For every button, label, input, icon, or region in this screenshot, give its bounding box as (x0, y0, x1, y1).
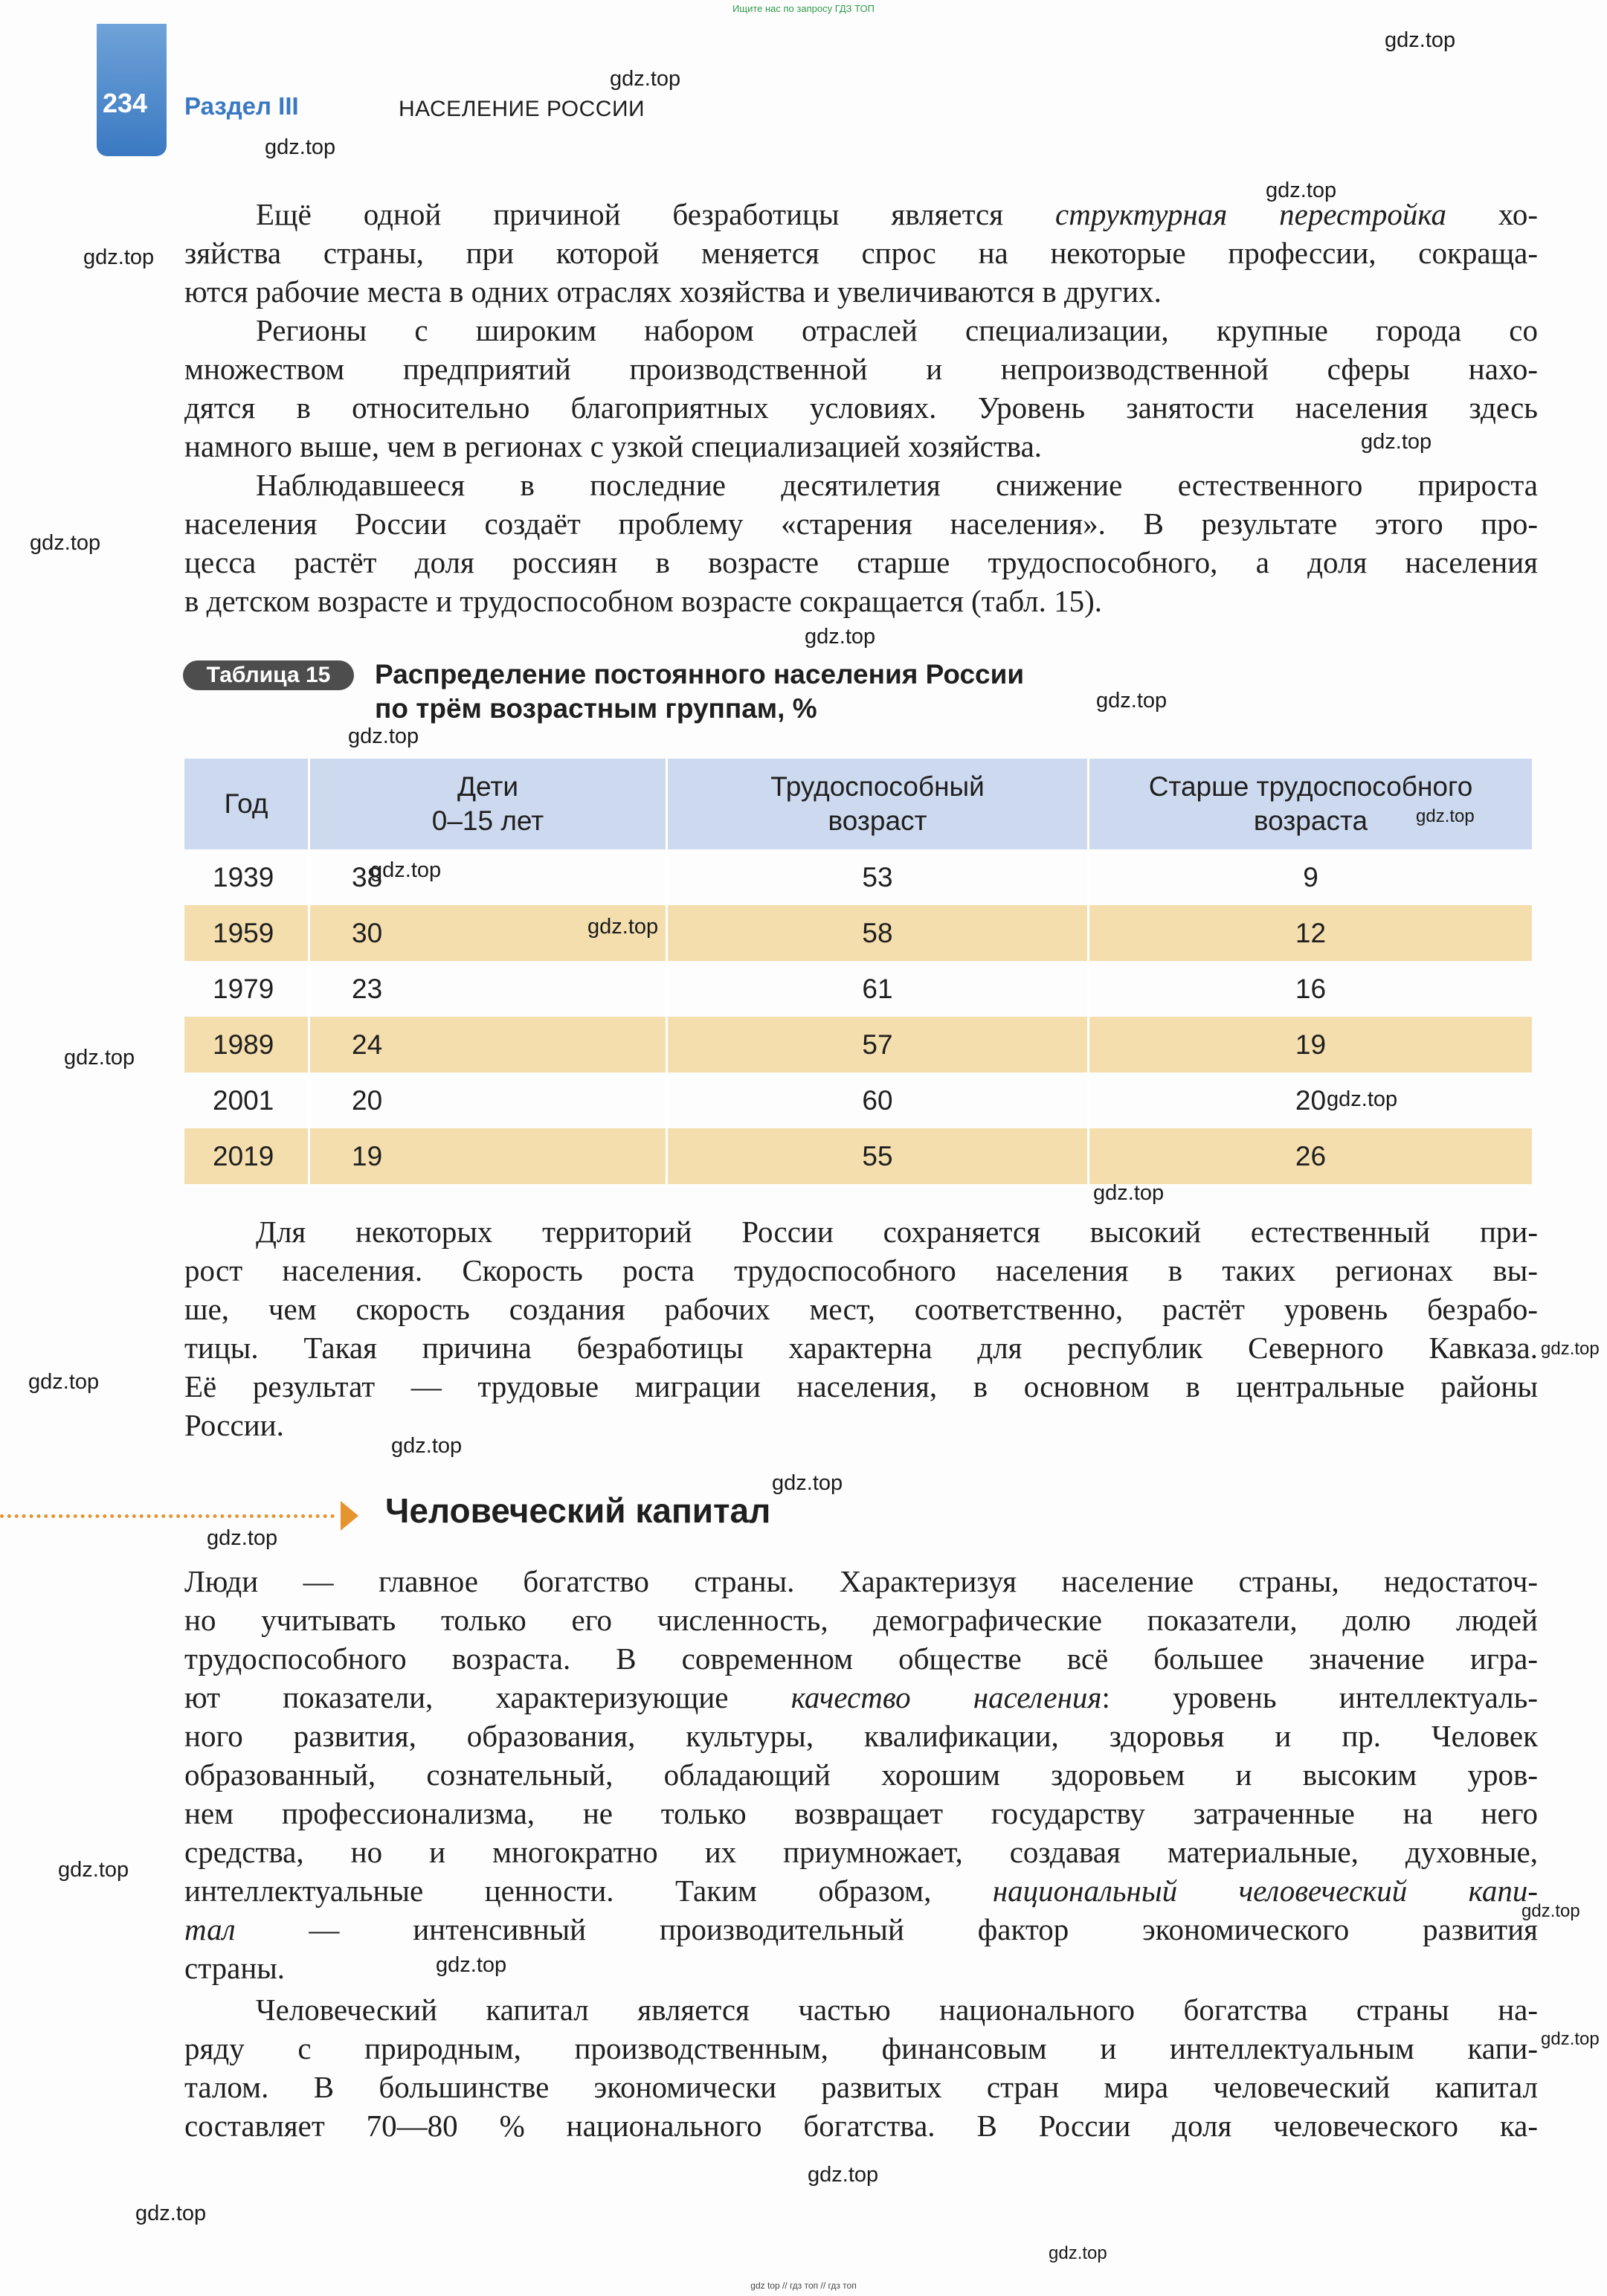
table-badge: Таблица 15 (183, 660, 354, 690)
paragraph (184, 195, 1538, 311)
section-label: Раздел III (184, 92, 299, 120)
watermark: gdz.top (1266, 179, 1337, 202)
table-row (184, 905, 1532, 961)
cell-working: 60 (667, 1073, 1089, 1128)
paragraph (184, 466, 1538, 620)
text-line: в детском возрасте и трудоспособном возрасте сокращается (табл. 15). (184, 584, 1103, 618)
cell-older: 9 (1089, 849, 1533, 905)
page-number: 234 (103, 88, 148, 118)
text-line: множеством предприятий производственной и непроизводственной сферы нахо- (184, 352, 1538, 386)
watermark: gdz.top (805, 625, 876, 649)
watermark: gdz.top (348, 724, 419, 748)
text-line: цесса растёт доля россиян в возрасте старше трудоспособного, а доля населения (184, 545, 1538, 579)
text-line: страны. (184, 1951, 286, 1985)
text-line: тицы. Такая причина безработицы характерна для республик Северного Кавказа. (184, 1331, 1538, 1365)
text-line: талом. В большинстве экономически развитых стран мира человеческий капитал (184, 2070, 1538, 2104)
watermark: gdz.top (391, 1434, 463, 1458)
watermark: gdz.top (135, 2202, 207, 2225)
watermark: gdz.top (30, 531, 101, 555)
text-line: составляет 70—80 % национального богатства. В России доля человеческого ка- (184, 2109, 1538, 2143)
watermark: gdz.top (1416, 806, 1475, 826)
text-line: но учитывать только его численность, демографические показатели, долю людей (184, 1603, 1538, 1637)
text-line: Ещё одной причиной безработицы является структурная перестройка хо- (256, 197, 1539, 231)
col-header-working: Трудоспособный возраст (667, 759, 1089, 849)
footer-note: gdz top // гдз топ // гдз топ (750, 2280, 857, 2291)
watermark: gdz.top (1521, 1901, 1580, 1921)
text-line: ряду с природным, производственным, финансовым и интеллектуальным капи- (184, 2031, 1538, 2065)
watermark: gdz.top (265, 135, 336, 159)
table-row (184, 961, 1532, 1017)
paragraph (184, 311, 1538, 466)
col-header-older: Старше трудоспособного возраста (1089, 759, 1533, 849)
cell-working: 57 (667, 1017, 1089, 1073)
table-row (184, 1128, 1532, 1184)
age-groups-table (184, 759, 1532, 1184)
text-line: рост населения. Скорость роста трудоспособного населения в таких регионах вы- (184, 1253, 1538, 1287)
emphasis: национальный человеческий капи- (992, 1874, 1538, 1908)
watermark: gdz.top (610, 67, 681, 91)
watermark: gdz.top (1093, 1181, 1165, 1205)
text-line: средства, но и многократно их приумножает, создавая материальные, духовные, (184, 1835, 1538, 1869)
text-line: интеллектуальные ценности. Таким образом, национальный человеческий капи- (184, 1874, 1538, 1908)
cell-year: 1979 (184, 961, 309, 1017)
watermark: gdz.top (1541, 1339, 1600, 1359)
cell-older: 20 (1089, 1073, 1533, 1128)
text-line: Её результат — трудовые миграции населения, в основном в центральные районы (184, 1369, 1538, 1403)
text-line: трудоспособного возраста. В современном обществе всё большее значение игра- (184, 1641, 1538, 1676)
col-header-year: Год (184, 759, 309, 849)
watermark: gdz.top (83, 245, 155, 269)
cell-children: 38 (309, 849, 667, 905)
watermark: gdz.top (64, 1046, 135, 1070)
text-line: образованный, сознательный, обладающий хорошим здоровьем и высоким уров- (184, 1758, 1538, 1792)
text-line: тал — интенсивный производительный фактор экономического развития (184, 1912, 1538, 1946)
watermark: gdz.top (1385, 28, 1456, 52)
cell-older: 16 (1089, 961, 1533, 1017)
cell-children: 30 (309, 905, 667, 961)
caption-line: Распределение постоянного населения России (375, 659, 1025, 689)
text-line: ются рабочие места в одних отраслях хозяйства и увеличиваются в других. (184, 274, 1162, 309)
text-line: населения России создаёт проблему «старения населения». В результате этого про- (184, 507, 1538, 541)
text-line: зяйства страны, при которой меняется спрос на некоторые профессии, сокраща- (184, 236, 1538, 270)
cell-children: 24 (309, 1017, 667, 1073)
emphasis: качество населения (790, 1680, 1102, 1714)
col-header-children: Дети 0–15 лет (309, 759, 667, 849)
text-line: Регионы с широким набором отраслей специализации, крупные города со (256, 313, 1538, 347)
watermark: gdz.top (1049, 2243, 1107, 2263)
watermark: gdz.top (808, 2163, 879, 2187)
watermark: gdz.top (58, 1858, 129, 1882)
text-line: Человеческий капитал является частью национального богатства страны на- (256, 1993, 1538, 2027)
watermark: gdz.top (1541, 2029, 1600, 2049)
cell-children: 19 (309, 1128, 667, 1184)
text-line: ше, чем скорость создания рабочих мест, соответственно, растёт уровень безрабо- (184, 1292, 1538, 1326)
section-heading: Человеческий капитал (385, 1491, 771, 1530)
text-line: Люди — главное богатство страны. Характеризуя население страны, недостаточ- (184, 1564, 1538, 1598)
watermark: gdz.top (1096, 689, 1168, 713)
text-line: дятся в относительно благоприятных условиях. Уровень занятости населения здесь (184, 390, 1538, 425)
cell-working: 55 (667, 1128, 1089, 1184)
table-caption (375, 657, 1024, 726)
caption-line: по трём возрастным группам, % (375, 693, 817, 724)
cell-year: 2001 (184, 1073, 309, 1128)
watermark: gdz.top (1327, 1087, 1398, 1111)
watermark: gdz.top (28, 1370, 100, 1394)
text-line: Для некоторых территорий России сохраняется высокий естественный при- (256, 1215, 1538, 1249)
cell-children: 20 (309, 1073, 667, 1128)
cell-year: 1939 (184, 849, 309, 905)
text-line: намного выше, чем в регионах с узкой специализацией хозяйства. (184, 429, 1043, 463)
watermark: gdz.top (207, 1526, 278, 1550)
emphasis: структурная перестройка (1055, 197, 1446, 231)
cell-older: 12 (1089, 905, 1533, 961)
watermark: gdz.top (370, 858, 442, 882)
table-header-row (184, 759, 1532, 849)
watermark: gdz.top (1361, 430, 1432, 454)
text-line: ют показатели, характеризующие качество населения: уровень интеллектуаль- (184, 1680, 1538, 1714)
text-line: Наблюдавшееся в последние десятилетия снижение естественного прироста (256, 468, 1538, 502)
heading-dotted-line (0, 1514, 335, 1518)
paragraph (184, 1562, 1538, 1987)
heading-arrow-icon (341, 1501, 358, 1531)
cell-older: 19 (1089, 1017, 1533, 1073)
cell-working: 61 (667, 961, 1089, 1017)
table-row (184, 1017, 1532, 1073)
text-line: России. (184, 1408, 284, 1442)
text-line: нем профессионализма, не только возвращает государству затраченные на него (184, 1796, 1538, 1830)
paragraph (184, 1990, 1538, 2145)
paragraph (184, 1212, 1538, 1444)
cell-year: 1959 (184, 905, 309, 961)
cell-year: 2019 (184, 1128, 309, 1184)
text-line: ного развития, образования, культуры, квалификации, здоровья и пр. Человек (184, 1719, 1538, 1753)
section-title: НАСЕЛЕНИЕ РОССИИ (399, 97, 645, 121)
cell-older: 26 (1089, 1128, 1533, 1184)
watermark: gdz.top (436, 1953, 507, 1977)
cell-year: 1989 (184, 1017, 309, 1073)
cell-children: 23 (309, 961, 667, 1017)
watermark: gdz.top (772, 1471, 843, 1495)
watermark: gdz.top (587, 915, 659, 939)
cell-working: 58 (667, 905, 1089, 961)
emphasis: тал (184, 1912, 236, 1946)
top-note: Ищите нас по запросу ГДЗ ТОП (732, 3, 875, 14)
cell-working: 53 (667, 849, 1089, 905)
